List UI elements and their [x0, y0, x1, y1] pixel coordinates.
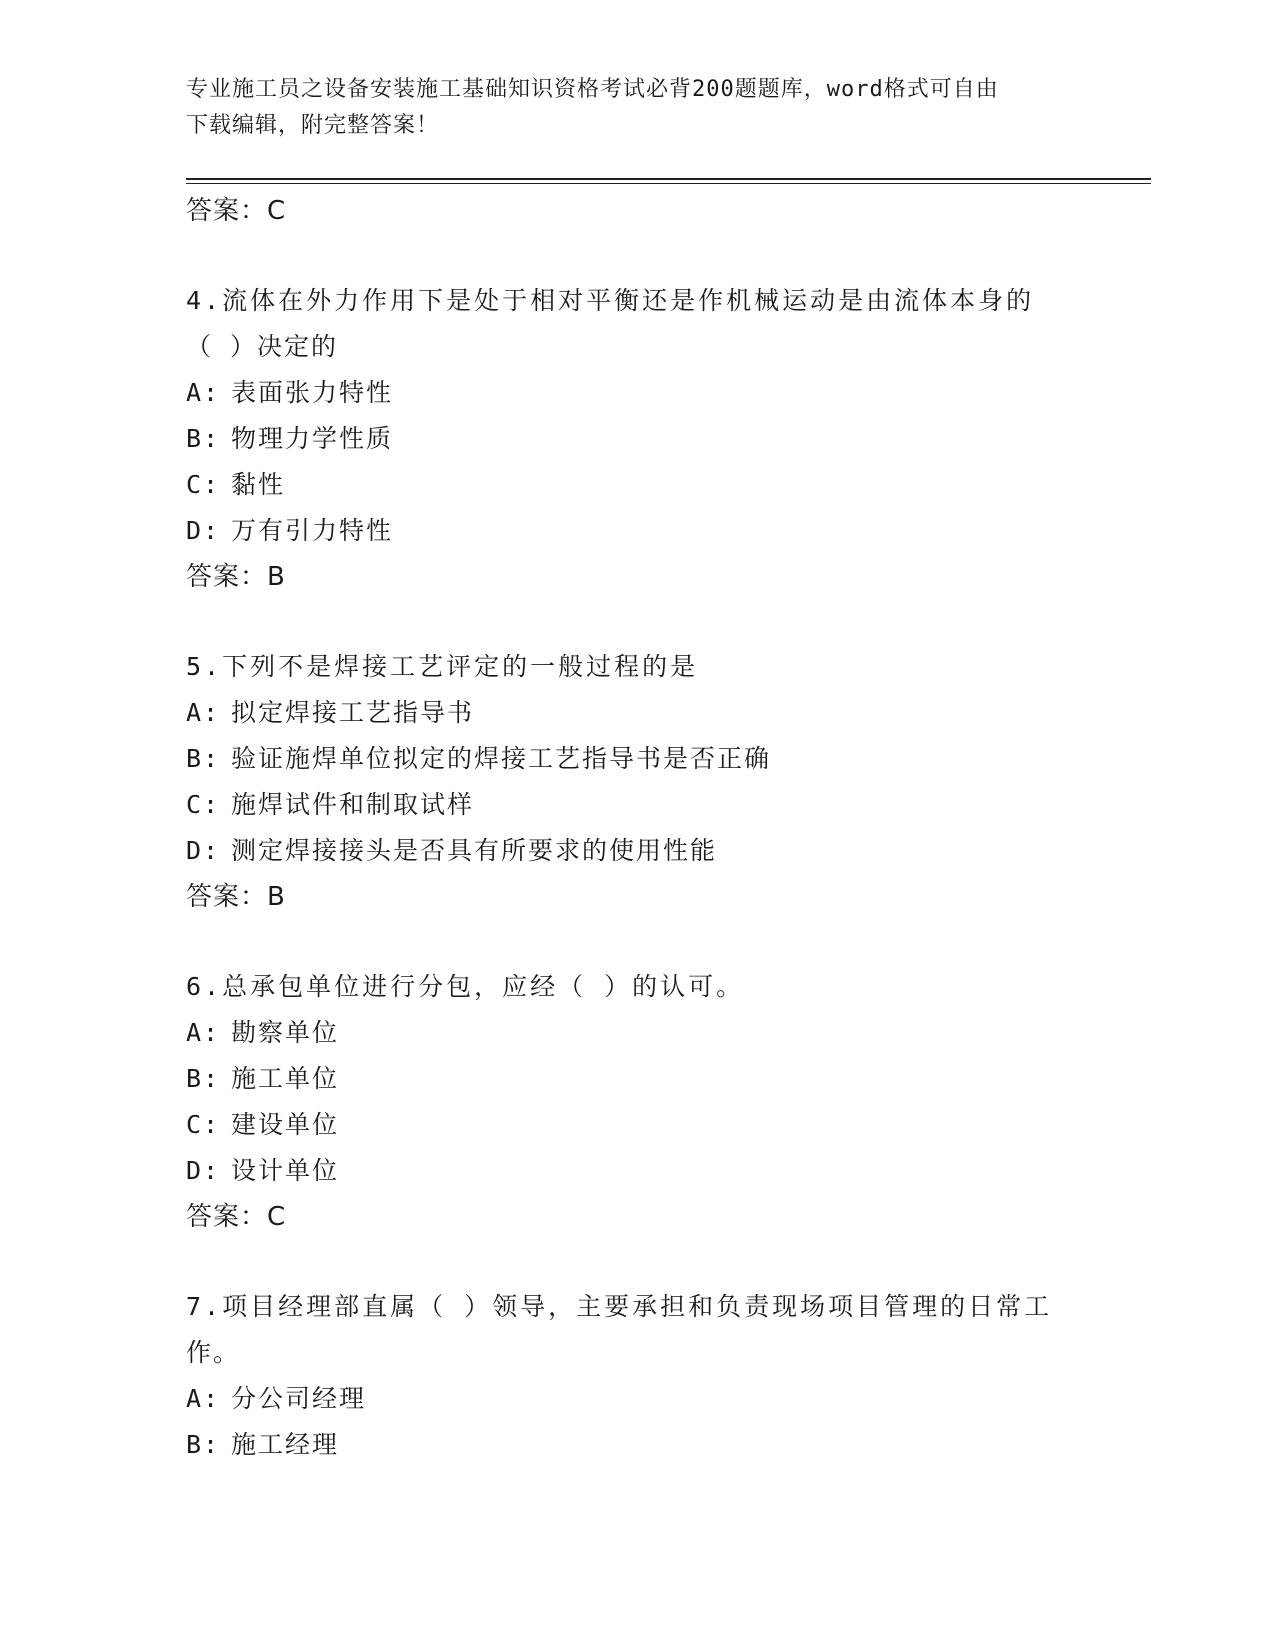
spacer [186, 920, 1086, 964]
option-b [186, 1056, 1086, 1102]
option-b [186, 1422, 1086, 1468]
question-text [186, 1284, 1086, 1330]
option-label: A: [186, 1018, 221, 1047]
question-number: 4. [186, 286, 223, 315]
spacer [186, 600, 1086, 644]
question-stem-line-1: 下列不是焊接工艺评定的一般过程的是 [222, 652, 699, 681]
option-text: 物理力学性质 [231, 424, 394, 453]
answer-line: 答案：C [186, 196, 287, 226]
option-text: 施焊试件和制取试样 [231, 790, 475, 819]
option-d [186, 508, 1086, 554]
option-text: 拟定焊接工艺指导书 [231, 698, 475, 727]
option-a [186, 1376, 1086, 1422]
question-block [186, 278, 1086, 600]
option-label: A: [186, 698, 221, 727]
question-text [186, 964, 1086, 1010]
option-text: 万有引力特性 [231, 516, 394, 545]
option-c [186, 1102, 1086, 1148]
option-b [186, 736, 1086, 782]
option-label: A: [186, 1384, 221, 1413]
option-text: 施工单位 [231, 1064, 340, 1093]
option-label: B: [186, 1064, 221, 1093]
header-line-2: 下载编辑，附完整答案！ [186, 113, 440, 138]
option-text: 勘察单位 [231, 1018, 340, 1047]
question-block [186, 644, 1086, 920]
spacer [186, 234, 1086, 278]
question-list [186, 188, 1086, 1468]
answer-line: 答案：C [186, 1202, 287, 1232]
question-stem-line-1: 项目经理部直属（ ）领导，主要承担和负责现场项目管理的日常工 [222, 1292, 1053, 1321]
option-d [186, 1148, 1086, 1194]
header-line-1: 专业施工员之设备安装施工基础知识资格考试必背200题题库，word格式可自由 [186, 77, 999, 102]
header-rule-thin [186, 183, 1151, 184]
question-stem-line-1: 流体在外力作用下是处于相对平衡还是作机械运动是由流体本身的 [222, 286, 1035, 315]
answer-line: 答案：B [186, 562, 286, 592]
option-text: 测定焊接接头是否具有所要求的使用性能 [231, 836, 718, 865]
question-number: 5. [186, 652, 223, 681]
option-label: D: [186, 516, 221, 545]
option-label: B: [186, 424, 221, 453]
option-label: C: [186, 470, 221, 499]
question-text [186, 644, 1086, 690]
option-d [186, 828, 1086, 874]
question-number: 7. [186, 1292, 223, 1321]
question-block [186, 1284, 1086, 1468]
question-stem-line-2: 作。 [186, 1338, 241, 1367]
option-c [186, 782, 1086, 828]
option-label: A: [186, 378, 221, 407]
option-label: C: [186, 790, 221, 819]
option-text: 设计单位 [231, 1156, 340, 1185]
option-label: D: [186, 1156, 221, 1185]
option-a [186, 690, 1086, 736]
question-block [186, 964, 1086, 1240]
option-a [186, 370, 1086, 416]
option-text: 建设单位 [231, 1110, 340, 1139]
option-text: 表面张力特性 [231, 378, 394, 407]
question-stem-line-2: （ ）决定的 [186, 332, 339, 361]
header-rule-thick [186, 178, 1151, 180]
option-text: 施工经理 [231, 1430, 340, 1459]
spacer [186, 1240, 1086, 1284]
question-number: 6. [186, 972, 223, 1001]
option-text: 分公司经理 [231, 1384, 367, 1413]
answer-line: 答案：B [186, 882, 286, 912]
option-text: 黏性 [231, 470, 286, 499]
option-b [186, 416, 1086, 462]
document-header [186, 72, 1086, 144]
option-text: 验证施焊单位拟定的焊接工艺指导书是否正确 [231, 744, 772, 773]
option-label: B: [186, 1430, 221, 1459]
question-text [186, 278, 1086, 324]
option-c [186, 462, 1086, 508]
option-label: D: [186, 836, 221, 865]
question-stem-line-1: 总承包单位进行分包，应经（ ）的认可。 [222, 972, 745, 1001]
option-a [186, 1010, 1086, 1056]
option-label: C: [186, 1110, 221, 1139]
option-label: B: [186, 744, 221, 773]
